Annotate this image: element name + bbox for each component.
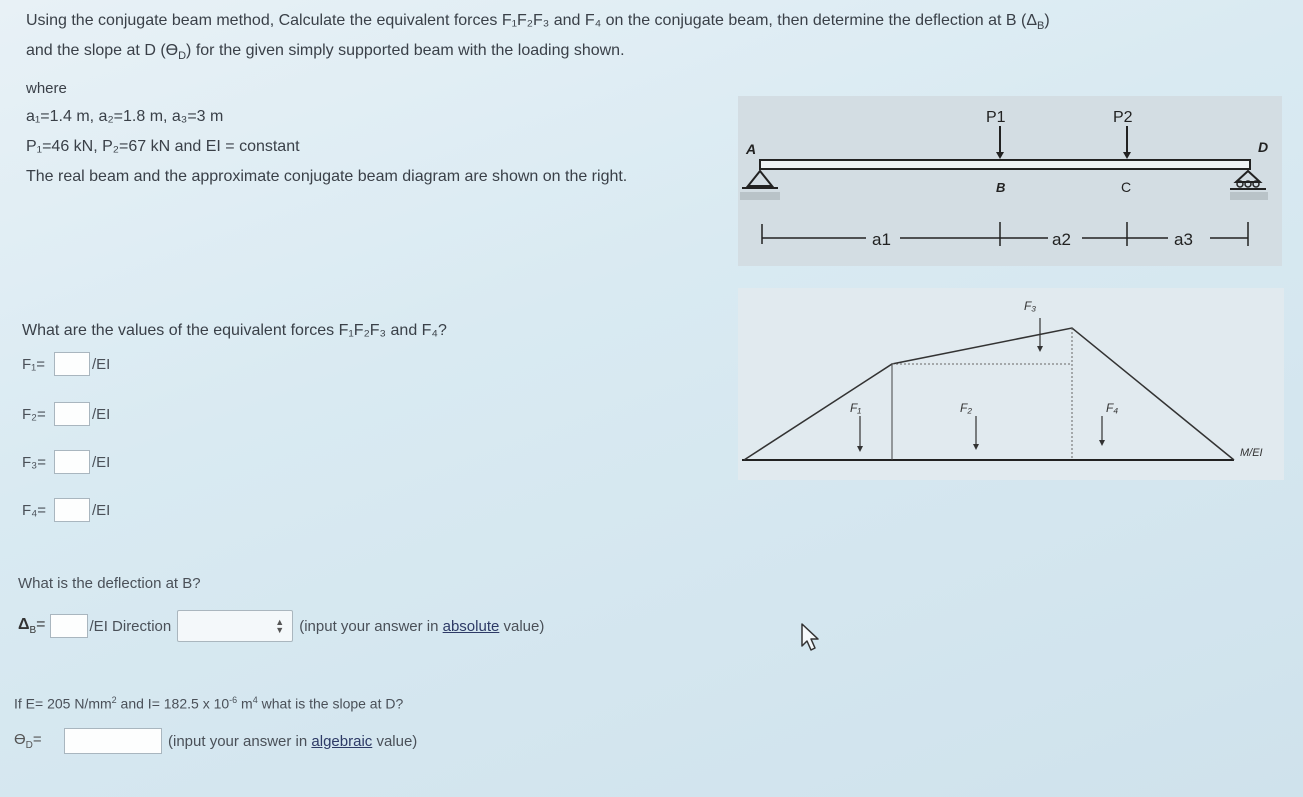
algebraic-link: algebraic <box>311 732 373 750</box>
deflection-unit: /EI Direction <box>89 617 172 635</box>
slope-q-sup1: 2 <box>111 695 117 705</box>
delta-symbol: Δ <box>18 615 30 633</box>
deflection-note <box>299 618 544 635</box>
problem-text-1-end: ) <box>1044 12 1050 29</box>
absolute-link: absolute <box>442 617 500 635</box>
f2-arrowhead <box>973 444 979 450</box>
label-m-ei: M/EI <box>1240 447 1263 459</box>
f3-label: F₃= <box>22 453 47 471</box>
direction-select[interactable] <box>177 610 293 642</box>
label-d: D <box>1258 139 1269 155</box>
slope-note-pre: (input your answer in <box>168 732 312 750</box>
f2-row <box>22 402 110 426</box>
deflection-note-post: value) <box>499 617 545 635</box>
slope-question <box>14 695 403 712</box>
f4-label: F₄= <box>22 501 47 519</box>
mouse-pointer-icon <box>800 622 822 652</box>
deflection-label <box>18 616 46 636</box>
slope-q-mid: and I= 182.5 x 10 <box>116 695 230 712</box>
problem-text-2: and the slope at D (ϴ <box>26 42 179 59</box>
sub-b: B <box>1037 20 1045 33</box>
label-c: C <box>1121 179 1132 195</box>
label-f3: F₃ <box>1024 299 1037 313</box>
slope-q-sup2: -6 <box>229 695 238 705</box>
label-p2: P2 <box>1113 109 1133 126</box>
theta-sub: D <box>25 740 33 751</box>
params-p: P₁=46 kN, P₂=67 kN and EI = constant <box>26 138 300 155</box>
p2-arrowhead <box>1123 152 1131 159</box>
label-a: A <box>746 141 757 157</box>
deflection-input[interactable] <box>50 614 88 638</box>
label-b: B <box>996 180 1006 195</box>
f3-row <box>22 450 110 474</box>
real-beam-diagram <box>738 96 1282 266</box>
f1-arrowhead <box>857 446 863 452</box>
slope-row <box>14 728 417 754</box>
slope-q-unit: m <box>237 695 253 712</box>
f4-unit: /EI <box>92 501 111 519</box>
forces-question: What are the values of the equivalent forces F₁F₂F₃ and F₄? <box>22 322 447 339</box>
slope-note <box>168 733 417 750</box>
deflection-note-pre: (input your answer in <box>299 617 443 635</box>
label-a3: a3 <box>1174 230 1193 249</box>
f1-label: F₁= <box>22 355 45 373</box>
slope-q-pre: If E= 205 N/mm <box>14 695 112 712</box>
problem-text-1: Using the conjugate beam method, Calculate the equivalent forces F₁F₂F₃ and F₄ on the conjugate beam, then determine the deflection at B (Δ <box>26 12 1038 29</box>
beam <box>760 160 1250 169</box>
slope-label <box>14 731 62 751</box>
m-ei-outline <box>744 328 1234 460</box>
f3-unit: /EI <box>92 453 111 471</box>
sub-d: D <box>178 50 187 63</box>
theta-eq: = <box>32 731 42 748</box>
f2-input[interactable] <box>54 402 90 426</box>
diagram-note: The real beam and the approximate conjugate beam diagram are shown on the right. <box>26 168 628 185</box>
label-f4: F₄ <box>1106 401 1119 415</box>
pin-support-a <box>748 171 772 186</box>
f1-unit: /EI <box>92 355 111 373</box>
f2-label: F₂= <box>22 405 46 423</box>
slope-q-post: what is the slope at D? <box>257 695 404 712</box>
f2-unit: /EI <box>92 405 111 423</box>
deflection-question: What is the deflection at B? <box>18 575 201 592</box>
label-a2: a2 <box>1052 230 1071 249</box>
label-f1: F₁ <box>850 401 862 415</box>
problem-statement-line-2 <box>26 42 625 62</box>
params-a: a₁=1.4 m, a₂=1.8 m, a₃=3 m <box>26 108 224 125</box>
f1-input[interactable] <box>54 352 90 376</box>
problem-text-2-end: ) for the given simply supported beam with the loading shown. <box>186 42 625 59</box>
f3-input[interactable] <box>54 450 90 474</box>
f3-arrowhead <box>1037 346 1043 352</box>
p1-arrowhead <box>996 152 1004 159</box>
slope-q-sup3: 4 <box>252 695 258 705</box>
problem-statement-line-1 <box>26 12 1050 32</box>
label-f2: F₂ <box>960 401 972 415</box>
conjugate-beam-diagram <box>738 288 1284 480</box>
f4-row <box>22 498 110 522</box>
ground-hatch-a <box>740 192 780 200</box>
slope-note-post: value) <box>372 732 418 750</box>
label-a1: a1 <box>872 230 891 249</box>
f4-input[interactable] <box>54 498 90 522</box>
theta-symbol: ϴ <box>14 731 26 748</box>
delta-eq: = <box>36 615 46 633</box>
delta-sub: B <box>29 625 37 637</box>
slope-input[interactable] <box>64 728 162 754</box>
label-p1: P1 <box>986 109 1006 126</box>
updown-arrow-icon: ▲ ▼ <box>275 617 285 635</box>
f4-arrowhead <box>1099 440 1105 446</box>
f1-row <box>22 352 110 376</box>
where-label: where <box>26 80 67 97</box>
ground-hatch-d <box>1230 192 1268 200</box>
deflection-row <box>18 610 544 642</box>
